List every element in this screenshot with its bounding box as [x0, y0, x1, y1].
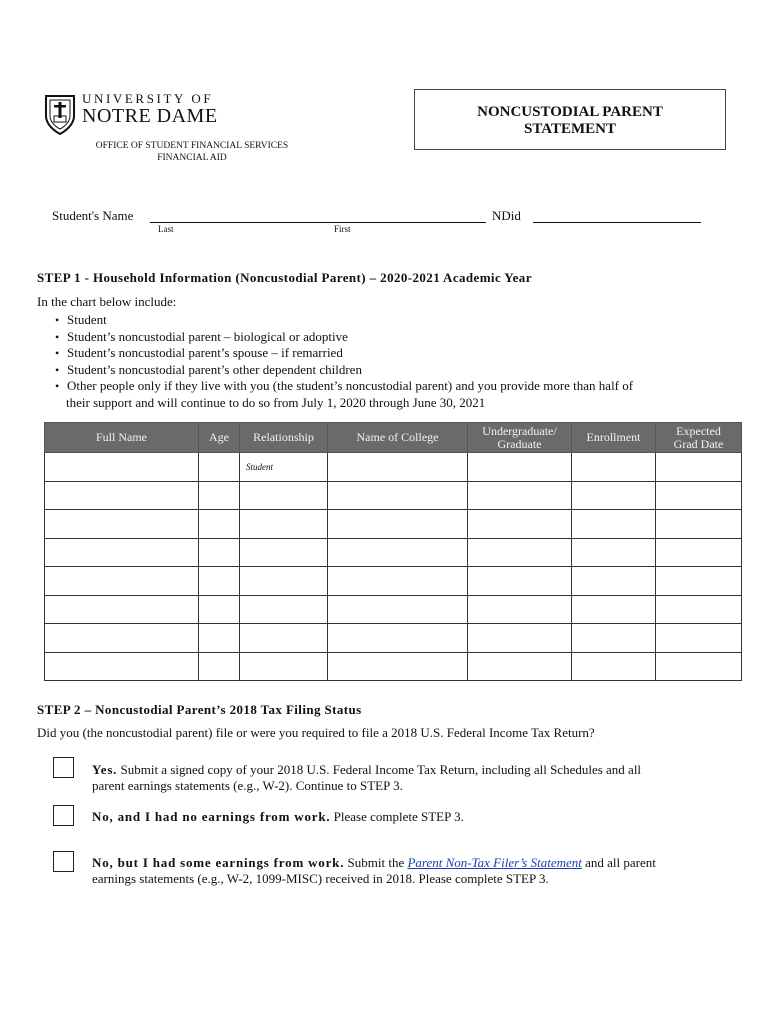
office-name [70, 140, 314, 164]
table-cell[interactable] [468, 538, 572, 567]
table-cell[interactable] [45, 481, 199, 510]
table-cell[interactable] [656, 481, 742, 510]
table-cell[interactable] [328, 538, 468, 567]
table-cell[interactable] [45, 567, 199, 596]
last-name-caption: Last [158, 224, 174, 234]
list-item: • Student’s noncustodial parent – biological or adoptive [55, 329, 633, 346]
table-cell[interactable] [199, 481, 240, 510]
table-cell[interactable] [199, 595, 240, 624]
table-row [45, 538, 742, 567]
university-name: NOTRE DAME [82, 105, 218, 127]
table-row [45, 652, 742, 681]
col-college: Name of College [328, 423, 468, 453]
table-row [45, 453, 742, 482]
table-cell[interactable] [572, 538, 656, 567]
table-cell[interactable] [656, 624, 742, 653]
table-cell[interactable] [45, 453, 199, 482]
table-cell[interactable] [199, 652, 240, 681]
table-cell[interactable] [328, 652, 468, 681]
table-cell[interactable] [468, 595, 572, 624]
table-cell[interactable] [572, 481, 656, 510]
option-no-earnings-text: Please complete STEP 3. [330, 809, 464, 824]
col-level-line1: Undergraduate/ [482, 423, 557, 438]
table-cell[interactable] [240, 538, 328, 567]
table-cell[interactable] [656, 652, 742, 681]
table-cell[interactable] [45, 510, 199, 539]
table-cell[interactable] [572, 453, 656, 482]
notre-dame-shield-icon [44, 94, 76, 136]
table-cell[interactable] [199, 567, 240, 596]
col-enrollment: Enrollment [572, 423, 656, 453]
table-cell[interactable] [468, 481, 572, 510]
household-table [44, 422, 742, 681]
table-cell[interactable] [468, 567, 572, 596]
step2-heading: STEP 2 – Noncustodial Parent’s 2018 Tax Filing Status [37, 702, 362, 717]
table-row [45, 481, 742, 510]
table-cell[interactable] [572, 595, 656, 624]
option-yes [92, 762, 641, 794]
yes-checkbox[interactable] [53, 757, 74, 778]
option-some-earnings-text: Submit the [344, 855, 408, 870]
table-cell[interactable] [45, 652, 199, 681]
relationship-student-cell: Student [240, 453, 328, 482]
option-some-earnings-line2: earnings statements (e.g., W-2, 1099-MISC) received in 2018. Please complete STEP 3. [92, 871, 549, 886]
step2-question: Did you (the noncustodial parent) file or were you required to file a 2018 U.S. Federal Income Tax Return? [37, 725, 595, 740]
office-line-2: FINANCIAL AID [157, 153, 227, 163]
table-cell[interactable] [656, 453, 742, 482]
table-cell[interactable] [45, 595, 199, 624]
table-cell[interactable] [240, 595, 328, 624]
title-line-1: NONCUSTODIAL PARENT [477, 104, 663, 120]
option-no-earnings [92, 809, 464, 825]
option-no-earnings-bold: No, and I had no earnings from work. [92, 809, 331, 824]
list-item: • Student [55, 312, 633, 329]
table-header-row [45, 423, 742, 453]
option-some-earnings-text-after: and all parent [581, 855, 656, 870]
table-cell[interactable] [328, 510, 468, 539]
table-cell[interactable] [240, 481, 328, 510]
option-yes-line2: parent earnings statements (e.g., W-2). Continue to STEP 3. [92, 778, 403, 793]
table-cell[interactable] [199, 510, 240, 539]
option-yes-bold: Yes. [92, 762, 118, 777]
table-cell[interactable] [468, 510, 572, 539]
bullet-continuation: their support and will continue to do so from July 1, 2020 through June 30, 2021 [66, 395, 486, 410]
table-cell[interactable] [328, 595, 468, 624]
table-cell[interactable] [45, 538, 199, 567]
table-cell[interactable] [656, 567, 742, 596]
table-cell[interactable] [240, 624, 328, 653]
some-earnings-checkbox[interactable] [53, 851, 74, 872]
table-cell[interactable] [328, 567, 468, 596]
table-row [45, 595, 742, 624]
student-name-field[interactable] [150, 222, 486, 223]
table-row [45, 567, 742, 596]
first-name-caption: First [334, 224, 351, 234]
option-some-earnings [92, 855, 656, 887]
non-tax-filer-statement-link[interactable]: Parent Non-Tax Filer’s Statement [407, 855, 582, 870]
table-cell[interactable] [572, 567, 656, 596]
table-cell[interactable] [240, 652, 328, 681]
student-name-label: Student's Name [52, 208, 134, 223]
table-cell[interactable] [656, 510, 742, 539]
ndid-label: NDid [492, 208, 521, 223]
office-line-1: OFFICE OF STUDENT FINANCIAL SERVICES [95, 141, 289, 151]
col-grad-line2: Grad Date [673, 436, 724, 451]
table-cell[interactable] [240, 510, 328, 539]
table-cell[interactable] [572, 652, 656, 681]
table-cell[interactable] [240, 567, 328, 596]
table-row [45, 510, 742, 539]
table-cell[interactable] [328, 624, 468, 653]
col-grad-line1: Expected [676, 423, 721, 438]
col-age: Age [199, 423, 240, 453]
col-full-name: Full Name [45, 423, 199, 453]
table-cell[interactable] [199, 624, 240, 653]
ndid-field[interactable] [533, 222, 701, 223]
option-yes-text: Submit a signed copy of your 2018 U.S. Federal Income Tax Return, including all Schedules and all [117, 762, 642, 777]
table-cell[interactable] [572, 510, 656, 539]
step1-bullet-list [55, 312, 633, 395]
option-some-earnings-bold: No, but I had some earnings from work. [92, 855, 345, 870]
title-line-2: STATEMENT [524, 121, 616, 137]
no-earnings-checkbox[interactable] [53, 805, 74, 826]
step1-heading: STEP 1 - Household Information (Noncustodial Parent) – 2020-2021 Academic Year [37, 270, 532, 285]
col-grad-date [656, 423, 742, 453]
col-level [468, 423, 572, 453]
table-cell[interactable] [45, 624, 199, 653]
table-cell[interactable] [199, 453, 240, 482]
list-item: • Student’s noncustodial parent’s other dependent children [55, 362, 633, 379]
col-level-line2: Graduate [497, 436, 542, 451]
university-logo [44, 92, 294, 140]
list-item: • Student’s noncustodial parent’s spouse – if remarried [55, 345, 633, 362]
table-cell[interactable] [572, 624, 656, 653]
university-line: UNIVERSITY OF [82, 91, 214, 106]
step1-intro: In the chart below include: [37, 294, 177, 309]
col-relationship: Relationship [240, 423, 328, 453]
table-cell[interactable] [199, 538, 240, 567]
table-cell[interactable] [468, 453, 572, 482]
table-cell[interactable] [328, 481, 468, 510]
table-cell[interactable] [328, 453, 468, 482]
list-item: • Other people only if they live with you (the student’s noncustodial parent) and you provide more than half of [55, 378, 633, 395]
table-cell[interactable] [468, 624, 572, 653]
table-cell[interactable] [468, 652, 572, 681]
table-row [45, 624, 742, 653]
table-cell[interactable] [656, 538, 742, 567]
table-cell[interactable] [656, 595, 742, 624]
document-title [414, 89, 726, 150]
